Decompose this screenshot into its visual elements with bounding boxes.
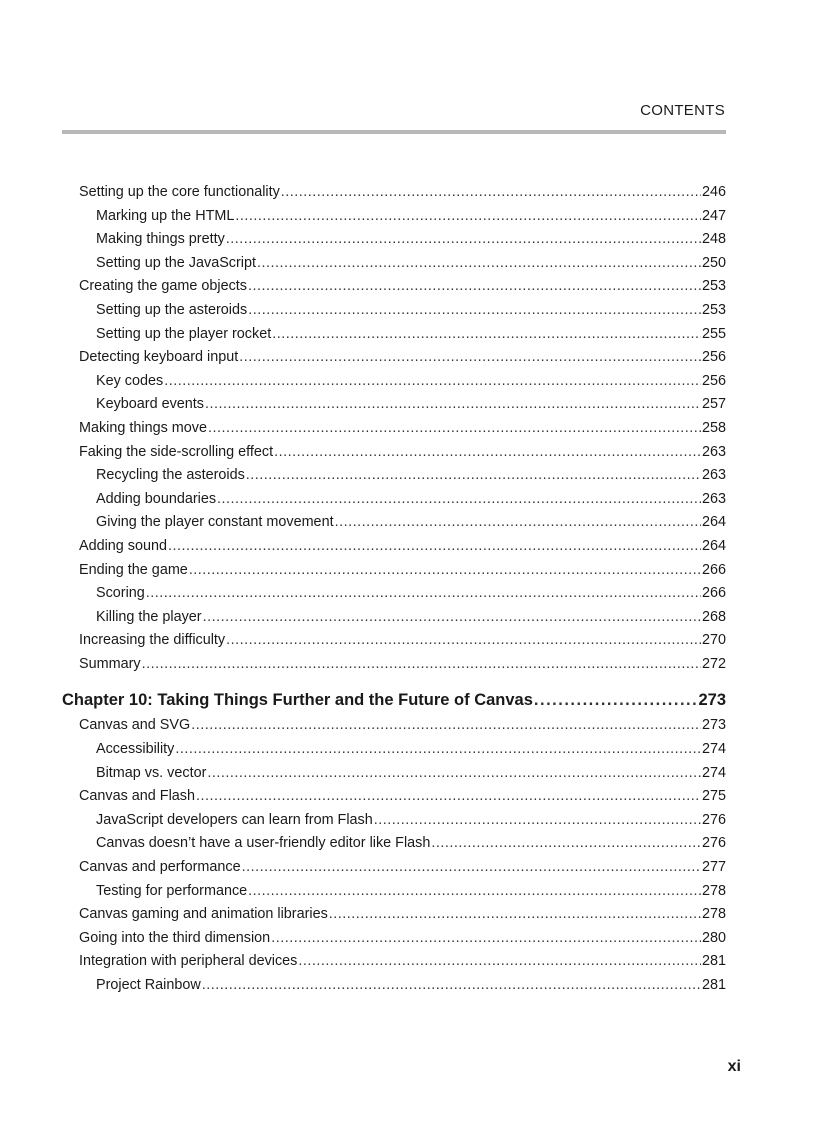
toc-entry[interactable] [62,488,726,512]
toc-entry-title: Ending the game [79,561,188,578]
toc-entry-title: Project Rainbow [96,977,201,993]
toc-entry-page: 270 [701,632,726,649]
toc-entry[interactable] [62,785,726,809]
toc-entry[interactable] [62,606,726,630]
dot-leader [226,629,701,653]
dot-leader [217,488,701,512]
toc-entry-page: 266 [701,561,726,578]
dot-leader [202,974,701,998]
toc-entry-page: 278 [701,882,726,899]
toc-entry-page: 263 [701,490,726,507]
toc-entry-title: JavaScript developers can learn from Flash [96,811,373,828]
toc-entry-page: 277 [701,859,726,876]
toc-entry-title: Making things pretty [96,231,225,248]
toc-entry-page: 266 [701,585,726,602]
toc-entry-title: Setting up the player rocket [96,325,272,342]
dot-leader [205,393,701,417]
toc-entry-page: 273 [701,717,726,734]
dot-leader [248,880,701,904]
dot-leader [239,346,701,370]
toc-entry[interactable] [62,832,726,856]
dot-leader [242,856,701,880]
toc-entry-title: Accessibility [96,741,175,758]
toc-entry-page: 247 [701,207,726,224]
toc-entry-title: Creating the game objects [79,278,247,295]
dot-leader [281,181,701,205]
dot-leader [431,832,701,856]
toc-entry-page: 280 [701,929,726,946]
dot-leader [168,535,701,559]
dot-leader [274,441,701,465]
toc-entry[interactable] [62,252,726,276]
toc-entry-page: 248 [701,231,726,248]
toc-entry-title: Canvas gaming and animation libraries [79,906,328,923]
toc-entry-title: Testing for performance [96,882,248,899]
toc-entry-title: Marking up the HTML [96,207,235,224]
toc-entry-page: 253 [701,301,726,318]
page-number: xi [727,1058,741,1075]
toc-entry-title: Summary [79,655,141,672]
toc-entry[interactable] [62,346,726,370]
toc-entry[interactable] [62,903,726,927]
toc-entry[interactable] [62,974,726,998]
toc-entry-title: Setting up the core functionality [79,184,280,200]
toc-entry-page: 274 [701,764,726,781]
toc-entry[interactable] [62,205,726,229]
running-header: CONTENTS [640,102,725,119]
toc-entry-page: 278 [701,906,726,923]
toc-entry-title: Scoring [96,585,145,602]
toc-entry-title: Faking the side-scrolling effect [79,443,274,460]
toc-entry[interactable] [62,228,726,252]
dot-leader [335,511,701,535]
dot-leader [329,903,701,927]
dot-leader [272,323,701,347]
toc-entry-title: Setting up the asteroids [96,301,248,318]
toc-entry-page: 263 [701,467,726,484]
toc-entry-title: Chapter 10: Taking Things Further and the Future of Canvas [62,691,533,710]
toc-entry[interactable] [62,714,726,738]
dot-leader [226,228,701,252]
toc-entry-title: Adding boundaries [96,490,217,507]
toc-entry[interactable] [62,275,726,299]
toc-entry-page: 256 [701,372,726,389]
dot-leader [164,370,701,394]
table-of-contents [62,181,726,998]
toc-entry-page: 250 [701,254,726,271]
dot-leader [146,582,701,606]
toc-entry-title: Canvas and Flash [79,788,195,805]
toc-entry-title: Canvas and SVG [79,717,191,734]
toc-entry[interactable] [62,511,726,535]
toc-entry[interactable] [62,370,726,394]
toc-entry-title: Killing the player [96,608,202,625]
toc-entry-title: Recycling the asteroids [96,467,245,484]
dot-leader [142,653,701,677]
dot-leader [207,762,701,786]
dot-leader [374,809,701,833]
toc-entry-title: Making things move [79,419,207,436]
toc-entry-title: Increasing the difficulty [79,632,226,649]
toc-entry-title: Canvas and performance [79,859,241,876]
dot-leader [208,417,701,441]
toc-entry[interactable] [62,393,726,417]
toc-entry[interactable] [62,441,726,465]
toc-entry[interactable] [62,653,726,677]
dot-leader [246,464,701,488]
toc-entry[interactable] [62,323,726,347]
toc-entry[interactable] [62,629,726,653]
dot-leader [203,606,701,630]
toc-chapter-entry[interactable] [62,687,726,713]
toc-entry-page: 268 [701,608,726,625]
dot-leader [235,205,701,229]
toc-entry-page: 281 [701,977,726,993]
dot-leader [248,275,701,299]
toc-entry-title: Giving the player constant movement [96,514,334,531]
toc-entry[interactable] [62,559,726,583]
toc-entry-page: 275 [701,788,726,805]
dot-leader [191,714,701,738]
toc-entry-title: Going into the third dimension [79,929,271,946]
toc-entry[interactable] [62,417,726,441]
toc-entry[interactable] [62,950,726,974]
toc-entry[interactable] [62,181,726,205]
dot-leader [248,299,701,323]
dot-leader [196,785,701,809]
toc-entry-page: 258 [701,419,726,436]
toc-entry-page: 253 [701,278,726,295]
toc-entry-title: Adding sound [79,537,168,554]
toc-entry-title: Canvas doesn’t have a user-friendly editor like Flash [96,835,431,852]
toc-entry-page: 263 [701,443,726,460]
toc-entry[interactable] [62,762,726,786]
toc-entry[interactable] [62,856,726,880]
toc-entry-page: 264 [701,537,726,554]
toc-entry-page: 256 [701,349,726,366]
toc-entry-title: Setting up the JavaScript [96,254,256,271]
dot-leader [298,950,701,974]
dot-leader [175,738,701,762]
toc-entry-page: 272 [701,655,726,672]
toc-entry[interactable] [62,535,726,559]
dot-leader [189,559,701,583]
toc-entry-page: 276 [701,835,726,852]
toc-entry[interactable] [62,299,726,323]
toc-entry-page: 274 [701,741,726,758]
toc-entry-page: 257 [701,396,726,413]
toc-entry[interactable] [62,582,726,606]
toc-entry-page: 281 [701,953,726,970]
toc-entry-title: Integration with peripheral devices [79,953,298,970]
toc-entry[interactable] [62,927,726,951]
toc-entry-title: Key codes [96,372,164,389]
toc-entry-title: Bitmap vs. vector [96,764,207,781]
toc-entry-title: Detecting keyboard input [79,349,239,366]
dot-leader [534,687,698,713]
dot-leader [257,252,701,276]
toc-entry[interactable] [62,738,726,762]
toc-entry[interactable] [62,809,726,833]
toc-entry-page: 255 [701,325,726,342]
toc-entry[interactable] [62,880,726,904]
toc-entry-page: 264 [701,514,726,531]
toc-entry-title: Keyboard events [96,396,205,413]
toc-entry[interactable] [62,464,726,488]
toc-entry-page: 276 [701,811,726,828]
header-rule [62,130,726,134]
dot-leader [271,927,701,951]
toc-entry-page: 273 [698,691,726,710]
toc-entry-page: 246 [701,184,726,200]
